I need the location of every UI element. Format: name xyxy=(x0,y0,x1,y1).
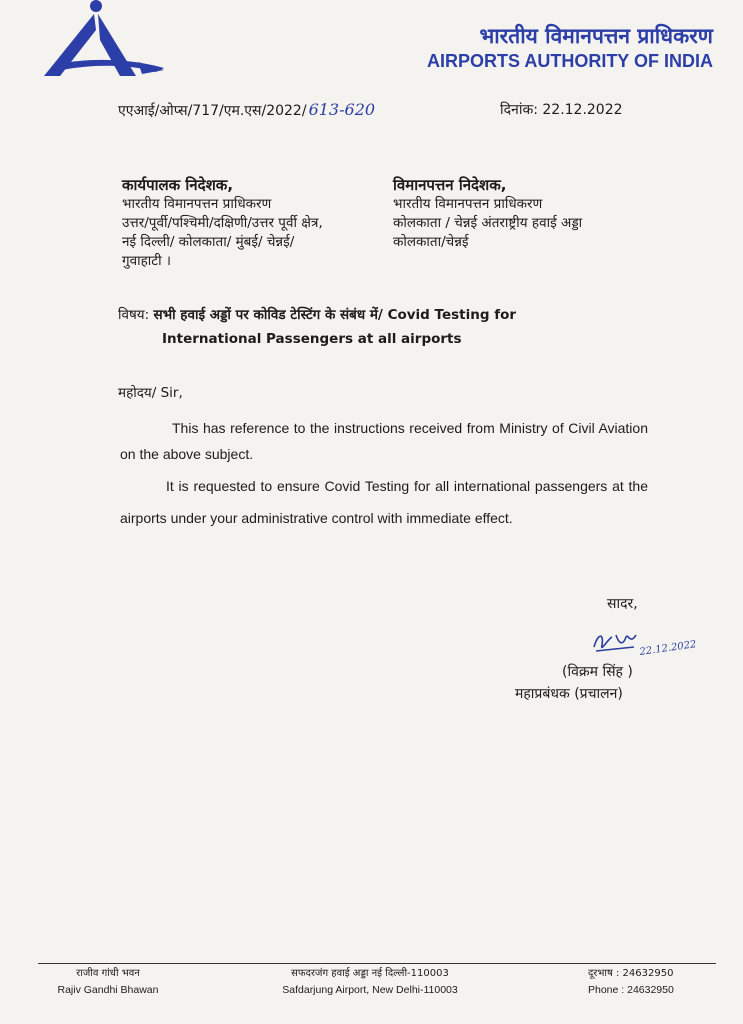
footer-center-english: Safdarjung Airport, New Delhi-110003 xyxy=(282,984,458,996)
addressee-right-line: कोलकाता / चेन्नई अंतराष्ट्रीय हवाई अड्डा xyxy=(393,215,583,231)
body-paragraph-1-text: This has reference to the instructions received from Ministry of Civil Aviation on the above subject. xyxy=(120,420,648,462)
handwritten-signature xyxy=(590,625,710,661)
subject-prefix: विषय: xyxy=(118,307,150,323)
org-name-english: AIRPORTS AUTHORITY OF INDIA xyxy=(426,51,713,71)
body-paragraph-2-text: It is requested to ensure Covid Testing for all international passengers at the airports under your administrative control with immediate effect. xyxy=(120,478,648,526)
footer-left-english: Rajiv Gandhi Bhawan xyxy=(57,984,159,996)
closing-regards: सादर, xyxy=(607,596,638,612)
body-paragraph-1 xyxy=(120,415,648,467)
footer-divider xyxy=(38,963,716,964)
reference-number-handwritten: 613-620 xyxy=(308,100,376,119)
addressee-left-title: कार्यपालक निदेशक, xyxy=(122,176,234,194)
footer-phone xyxy=(588,966,698,998)
reference-number xyxy=(118,100,375,120)
footer-address-left xyxy=(48,966,168,998)
reference-number-printed: एएआई/ओप्स/717/एम.एस/2022/ xyxy=(118,103,307,119)
footer-center-hindi: सफदरजंग हवाई अड्डा नई दिल्ली-110003 xyxy=(291,968,449,979)
subject-text-line2: International Passengers at all airports xyxy=(162,331,462,347)
footer-phone-hindi: दूरभाष : 24632950 xyxy=(588,968,674,979)
addressee-left xyxy=(122,176,390,271)
footer-phone-english: Phone : 24632950 xyxy=(588,984,674,996)
subject-line xyxy=(118,303,658,351)
signature-date: 22.12.2022 xyxy=(638,639,698,658)
org-name-hindi: भारतीय विमानपत्तन प्राधिकरण xyxy=(479,24,713,48)
addressee-right xyxy=(393,176,668,252)
subject-text-line1: सभी हवाई अड्डों पर कोविड टेस्टिंग के संबंध में/ Covid Testing for xyxy=(153,307,517,323)
signatory-name: (विक्रम सिंह ) xyxy=(562,664,633,680)
letter-date: दिनांक: 22.12.2022 xyxy=(500,102,623,118)
body-paragraph-2 xyxy=(120,470,648,534)
addressee-right-line: कोलकाता/चेन्नई xyxy=(393,234,469,250)
addressee-right-line: भारतीय विमानपत्तन प्राधिकरण xyxy=(393,196,543,212)
addressee-right-title: विमानपत्तन निदेशक, xyxy=(393,176,507,194)
addressee-left-line: गुवाहाटी । xyxy=(122,253,171,269)
addressee-left-line: उत्तर/पूर्वी/पश्चिमी/दक्षिणी/उत्तर पूर्वी क्षेत्र, xyxy=(122,215,323,231)
addressee-left-line: भारतीय विमानपत्तन प्राधिकरण xyxy=(122,196,272,212)
signatory-designation: महाप्रबंधक (प्रचालन) xyxy=(515,686,623,702)
footer-left-hindi: राजीव गांधी भवन xyxy=(76,968,140,979)
salutation: महोदय/ Sir, xyxy=(118,385,183,401)
footer-address-center xyxy=(255,966,485,998)
aai-logo-icon xyxy=(38,0,168,82)
addressee-left-line: नई दिल्ली/ कोलकाता/ मुंबई/ चेन्नई/ xyxy=(122,234,295,250)
